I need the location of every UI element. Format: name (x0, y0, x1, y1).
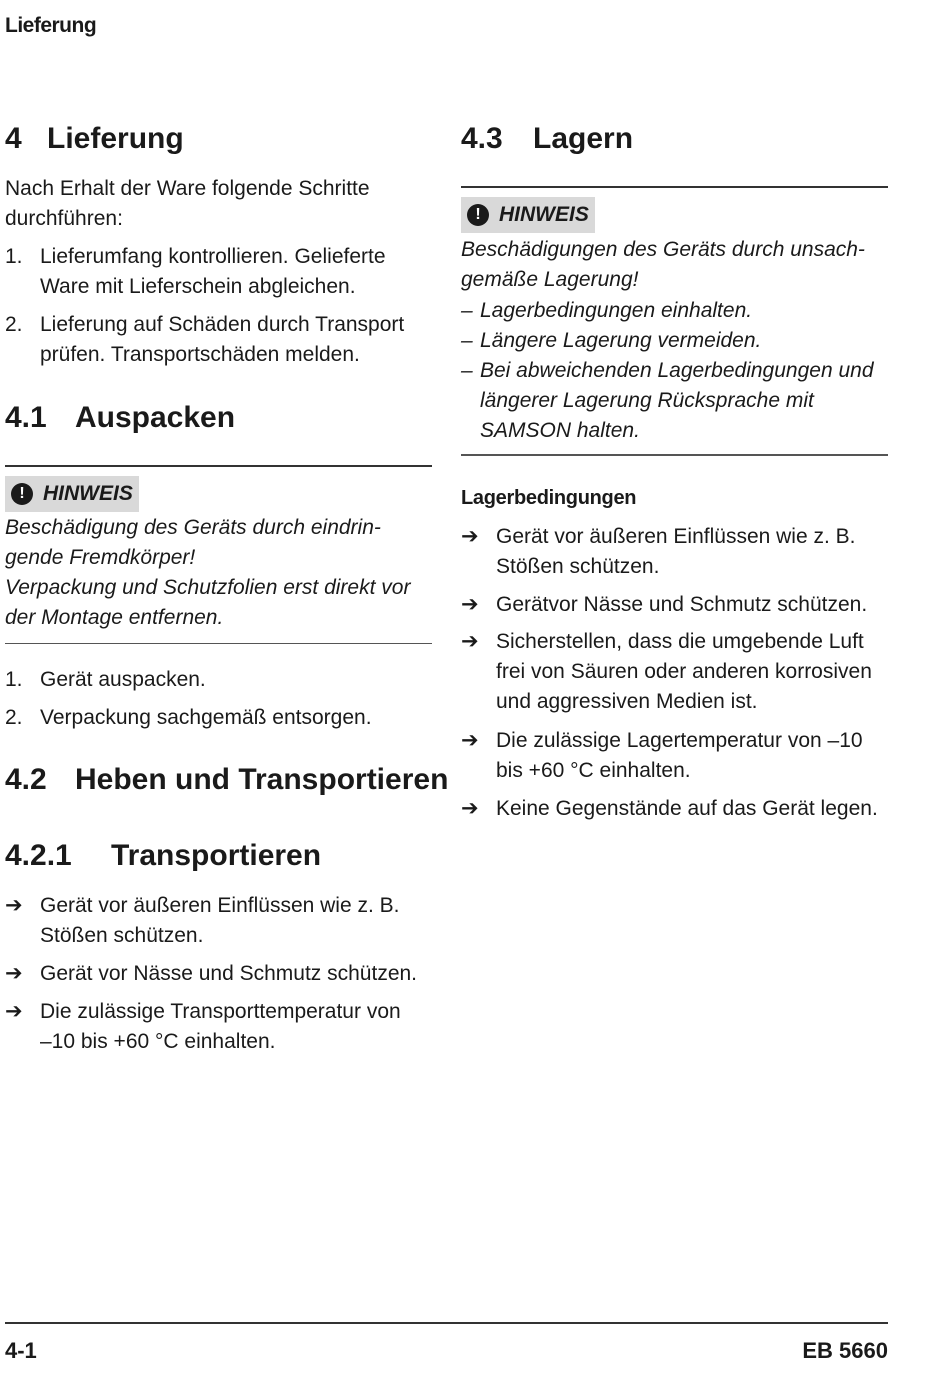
arrow-right-icon: ➔ (5, 1000, 23, 1023)
arrow-right-icon: ➔ (461, 797, 479, 820)
section-4-3-heading: 4.3 Lagern (461, 122, 634, 155)
section-4-1-heading: 4.1 Auspacken (5, 401, 236, 434)
arrow-right-icon: ➔ (461, 525, 479, 548)
arrow-right-icon: ➔ (5, 962, 23, 985)
notice-bullet-3: – Bei abweichenden Lagerbedingungen und längerer Lagerung Rücksprache mit SAMSON halten. (461, 359, 874, 442)
notice-badge: ! HINWEIS (5, 476, 139, 512)
exclamation-icon: ! (467, 204, 489, 226)
section-4-2-1-heading: 4.2.1 Transportieren (5, 839, 322, 872)
section-4-2-heading: 4.2 Heben und Transportieren (5, 763, 449, 796)
footer-rule (5, 1322, 888, 1324)
arrow-right-icon: ➔ (461, 593, 479, 616)
storage-conditions-title: Lagerbedingungen (461, 487, 637, 509)
notice-top-rule (461, 186, 888, 188)
page-number: 4-1 (5, 1338, 37, 1363)
notice-top-rule (5, 465, 432, 467)
notice-bullet-2: – Längere Lagerung vermeiden. (461, 329, 762, 352)
running-title: Lieferung (5, 14, 97, 37)
exclamation-icon: ! (11, 483, 33, 505)
notice-badge: ! HINWEIS (461, 197, 595, 233)
notice-bullet-1: – Lagerbedingungen einhalten. (461, 299, 753, 322)
document-code: EB 5660 (802, 1338, 888, 1363)
arrow-right-icon: ➔ (5, 894, 23, 917)
notice-bottom-rule (461, 454, 888, 456)
arrow-right-icon: ➔ (461, 630, 479, 653)
notice-text: Beschädigungen des Geräts durch unsach- gemäße Lagerung! (461, 238, 865, 291)
notice-text: Beschädigung des Geräts durch eindrin- gende Fremdkörper! Verpackung und Schutzfolien erst direkt vor der Montage entfernen. (5, 516, 411, 629)
section-4-heading: 4 Lieferung (5, 122, 184, 155)
section-4-intro: Nach Erhalt der Ware folgende Schritte durchführen: (5, 177, 370, 230)
arrow-right-icon: ➔ (461, 729, 479, 752)
notice-bottom-rule (5, 643, 432, 644)
